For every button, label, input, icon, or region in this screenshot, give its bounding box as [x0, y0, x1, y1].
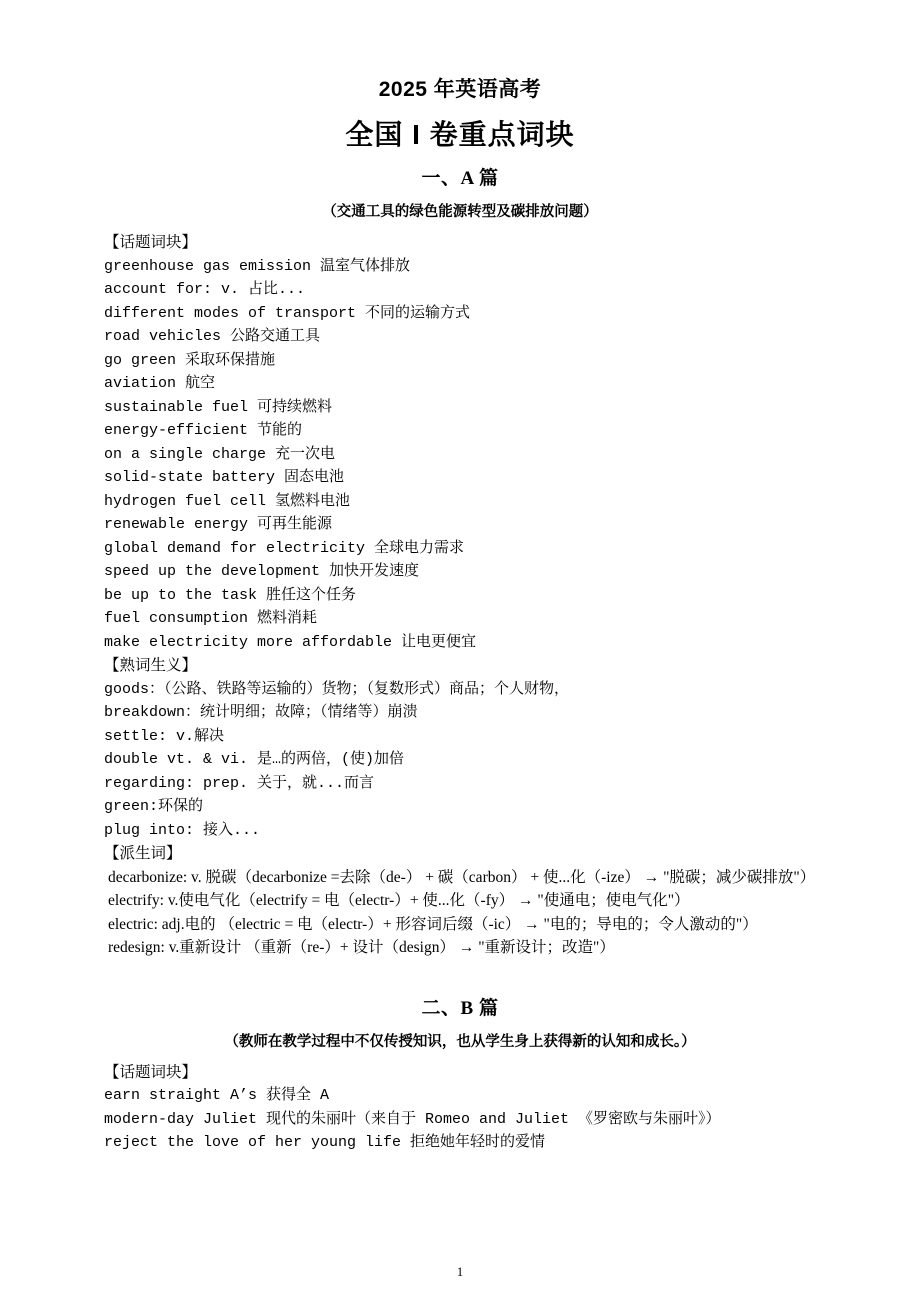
vocab-entry: aviation 航空	[104, 375, 216, 392]
derivative-entry: redesign: v.重新设计 （重新（re-）+ 设计（design） → "重新设计；改造"）	[108, 939, 615, 956]
page-title-line-2: 全国 I 卷重点词块	[345, 119, 575, 150]
vocab-entry: breakdown：统计明细；故障；（情绪等）崩溃	[104, 704, 418, 721]
vocab-entry: on a single charge 充一次电	[104, 445, 336, 463]
vocab-entry: greenhouse gas emission 温室气体排放	[104, 257, 411, 275]
vocab-entry: sustainable fuel 可持续燃料	[104, 398, 333, 416]
vocab-entry: global demand for electricity 全球电力需求	[104, 539, 465, 557]
group-label-topic-chunks-a: 【话题词块】	[104, 234, 198, 251]
vocab-entry: green:环保的	[104, 798, 204, 815]
vocab-entry: double vt. & vi. 是…的两倍，(使)加倍	[104, 751, 405, 768]
section-divider-spacer	[0, 960, 920, 984]
section-heading-a: 一、A 篇	[421, 168, 499, 189]
derivative-entry: electric: adj.电的 （electric = 电（electr-）+ 形容词后缀（-ic） → "电的；导电的；令人激动的"）	[108, 915, 758, 933]
vocab-entry: regarding: prep. 关于，就...而言	[104, 774, 375, 792]
group-label-derivatives: 【派生词】	[104, 845, 182, 862]
vocab-entry: settle: v.解决	[104, 727, 225, 745]
vocab-entry: different modes of transport 不同的运输方式	[104, 304, 471, 322]
group-label-topic-chunks-b: 【话题词块】	[104, 1063, 198, 1081]
section-subtitle-b: （教师在教学过程中不仅传授知识，也从学生身上获得新的认知和成长。）	[224, 1033, 696, 1050]
vocab-entry: renewable energy 可再生能源	[104, 516, 333, 533]
group-label-familiar-words-new-meaning: 【熟词生义】	[104, 657, 198, 674]
vocab-entry: make electricity more affordable 让电更便宜	[104, 633, 477, 651]
vocab-entry: road vehicles 公路交通工具	[104, 328, 321, 345]
vocab-entry: account for: v. 占比...	[104, 281, 306, 298]
vocab-entry: speed up the development 加快开发速度	[104, 563, 420, 580]
section-b-content	[0, 1053, 920, 1155]
section-a-content	[0, 223, 920, 960]
section-heading-b: 二、B 篇	[421, 997, 499, 1019]
vocab-entry: solid-state battery 固态电池	[104, 469, 345, 486]
vocab-entry: earn straight A’s 获得全 A	[104, 1087, 330, 1104]
derivative-entry: electrify: v.使电气化（electrify = 电（electr-）+ 使...化（-fy） → "使通电；使电气化"）	[108, 892, 690, 909]
section-subtitle-a: （交通工具的绿色能源转型及碳排放问题）	[322, 204, 598, 220]
vocab-entry: hydrogen fuel cell 氢燃料电池	[104, 492, 351, 510]
vocab-entry: reject the love of her young life 拒绝她年轻时的爱情	[104, 1134, 546, 1151]
vocab-entry: modern-day Juliet 现代的朱丽叶（来自于 Romeo and Juliet 《罗密欧与朱丽叶》）	[104, 1110, 721, 1128]
vocab-entry: goods：（公路、铁路等运输的）货物；（复数形式）商品；个人财物，	[104, 680, 570, 698]
vocab-entry: fuel consumption 燃料消耗	[104, 610, 318, 627]
vocab-entry: energy-efficient 节能的	[104, 422, 303, 439]
vocab-entry: plug into: 接入...	[104, 821, 261, 839]
page-title-line-1: 2025 年英语高考	[378, 78, 542, 101]
page-number: 1	[456, 1265, 464, 1279]
vocab-entry: go green 采取环保措施	[104, 351, 276, 369]
derivative-entry: decarbonize: v. 脱碳（decarbonize =去除（de-） + 碳（carbon） + 使...化（-ize） → "脱碳；减少碳排放"）	[108, 868, 816, 886]
vocab-entry: be up to the task 胜任这个任务	[104, 586, 357, 604]
